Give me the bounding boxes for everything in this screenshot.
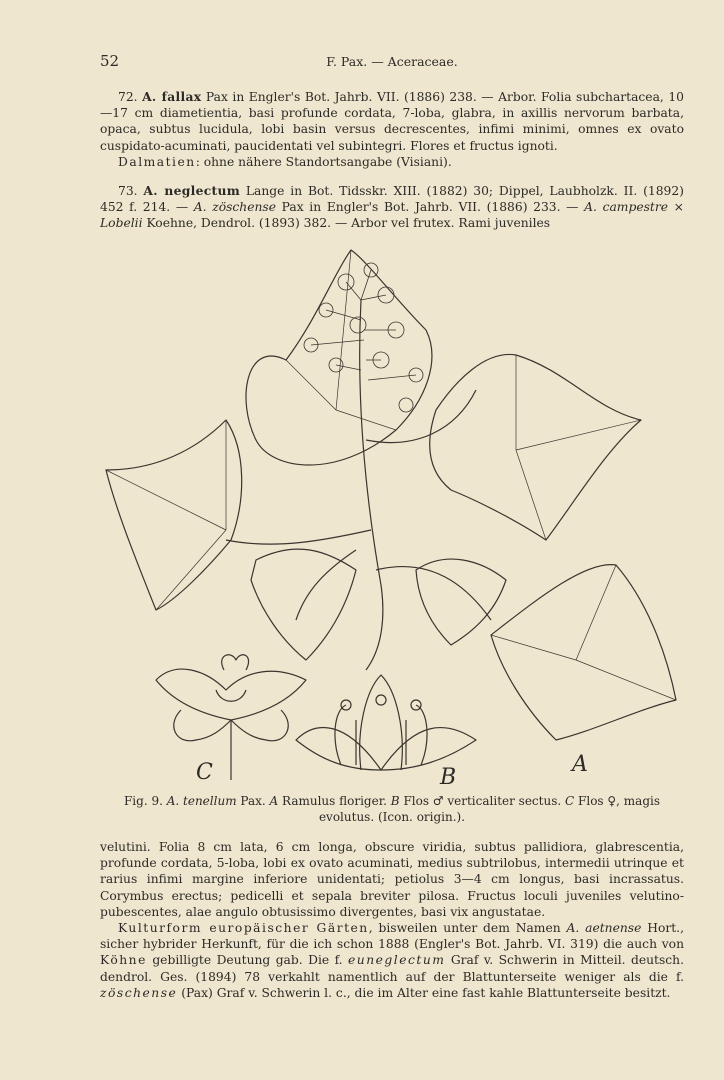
cultivation-text-3: gebilligte Deutung gab. Die f. [152, 953, 343, 968]
caption-author: Pax. [240, 794, 266, 808]
leaf-lower-right [491, 565, 676, 740]
form-euneglectum: euneglectum [348, 953, 446, 968]
entry-73 [100, 183, 684, 232]
form-zoschense: zöschense [100, 985, 178, 1000]
caption-a-letter: A [269, 794, 279, 808]
entry-73-continuation [100, 839, 684, 1001]
caption-prefix: Fig. 9. [123, 794, 163, 808]
stem-main [360, 300, 383, 670]
entry-73-synonym-2: A. campestre × Lobelii [100, 200, 684, 231]
cultivation-text-2: Hort., sicher hybrider Herkunft, für die ich schon 1888 (Engler's Bot. Jahrb. VI. 319) die auch von [100, 921, 684, 952]
leaf-middle-left [251, 549, 356, 660]
flower-cluster [304, 263, 423, 412]
stem-branch-3 [376, 567, 491, 620]
entry-73-synonym-1: A. zöschense [193, 200, 277, 215]
entry-72-distribution-text: : ohne nähere Standortsangabe (Visiani). [195, 154, 452, 169]
cultivation-text-4: Graf v. Schwerin in Mitteil. deutsch. dendrol. Ges. (1894) 78 verkahlt namentlich auf der Blattunterseite weniger als die f. [100, 953, 684, 984]
entry-72-name: A. fallax [142, 89, 202, 104]
cultivation-label: Kulturform europäischer Gärten [118, 921, 369, 936]
caption-c-letter: C [565, 794, 575, 808]
running-title: F. Pax. — Aceraceae. [326, 54, 458, 69]
page-number: 52 [100, 52, 120, 70]
entry-73-text-3: Koehne, Dendrol. (1893) 382. — Arbor vel frutex. Rami juveniles [146, 216, 551, 231]
stem-branch-2 [226, 530, 371, 544]
leaf-top [246, 250, 432, 465]
entry-72-distribution-label: Dalmatien [118, 154, 196, 169]
flower-c [156, 655, 306, 780]
caption-b-letter: B [390, 794, 400, 808]
caption-a-text: Ramulus floriger. [282, 794, 387, 808]
leaf-right [430, 354, 641, 540]
caption-taxon: A. tenellum [166, 794, 237, 808]
entry-73-text-2: Pax in Engler's Bot. Jahrb. VII. (1886) 233. — [281, 200, 579, 215]
flower-b [296, 675, 476, 770]
stem-branch-1 [366, 390, 476, 443]
cultivation-text-5: (Pax) Graf v. Schwerin l. c., die im Alter eine fast kahle Blattunterseite besitzt. [181, 985, 671, 1000]
description-paragraph: velutini. Folia 8 cm lata, 6 cm longa, obscure viridia, subtus pallidiora, glabrescentia, profunde cordata, 5-loba, lobi ex ovato acuminati, medius subtrilobus, intermedii utrinque et rarius infimi margine inferiore unidentati; petiolus 3—4 cm longus, basi incrassatus. Corymbus erectus; pedicelli et sepala breviter pilosa. Fructus loculi juveniles velutino-pubescentes, alae angulo obtusissimo divergentes, basi vix angustatae. [100, 840, 684, 919]
figure-letter-a: A [572, 752, 588, 777]
cultivation-paragraph [100, 920, 684, 1001]
leaf-middle [416, 559, 506, 645]
figure-caption [100, 793, 684, 825]
entry-72-text: Pax in Engler's Bot. Jahrb. VII. (1886) 238. — Arbor. Folia subchartacea, 10—17 cm diametientia, basi profunde cordata, 7-loba, glabra, in axillis nervorum barbata, opaca, subtus lucidula, lobi basin versus decrescentes, infimi minimi, omnes ex ovato cuspidato-acuminati, paucidentati vel subintegri. Flores et fructus ignoti. [100, 90, 684, 153]
entry-72 [100, 89, 684, 170]
page-header [100, 52, 684, 72]
caption-b-text: Flos ♂ verticaliter sectus. [403, 794, 562, 808]
caption-c-text: Flos ♀, magis evolutus. (Icon. origin.). [318, 794, 661, 824]
entry-73-text-1: Lange in Bot. Tidsskr. XIII. (1882) 30; Dippel, Laubholzk. II. (1892) 452 f. 214. — [100, 184, 684, 215]
entry-73-name: A. neglectum [143, 183, 241, 198]
figure-letter-b: B [440, 765, 457, 790]
entry-73-number: 73. [118, 184, 138, 198]
author-kohne: Köhne [100, 953, 147, 968]
synonym-aetnense: A. aetnense [566, 921, 642, 936]
cultivation-text-1: , bisweilen unter dem Namen [368, 921, 561, 936]
leaf-left [106, 420, 242, 610]
botanical-illustration [96, 240, 686, 785]
stem-branch-4 [296, 550, 356, 620]
figure-letter-c: C [196, 760, 213, 785]
entry-72-number: 72. [118, 90, 138, 104]
